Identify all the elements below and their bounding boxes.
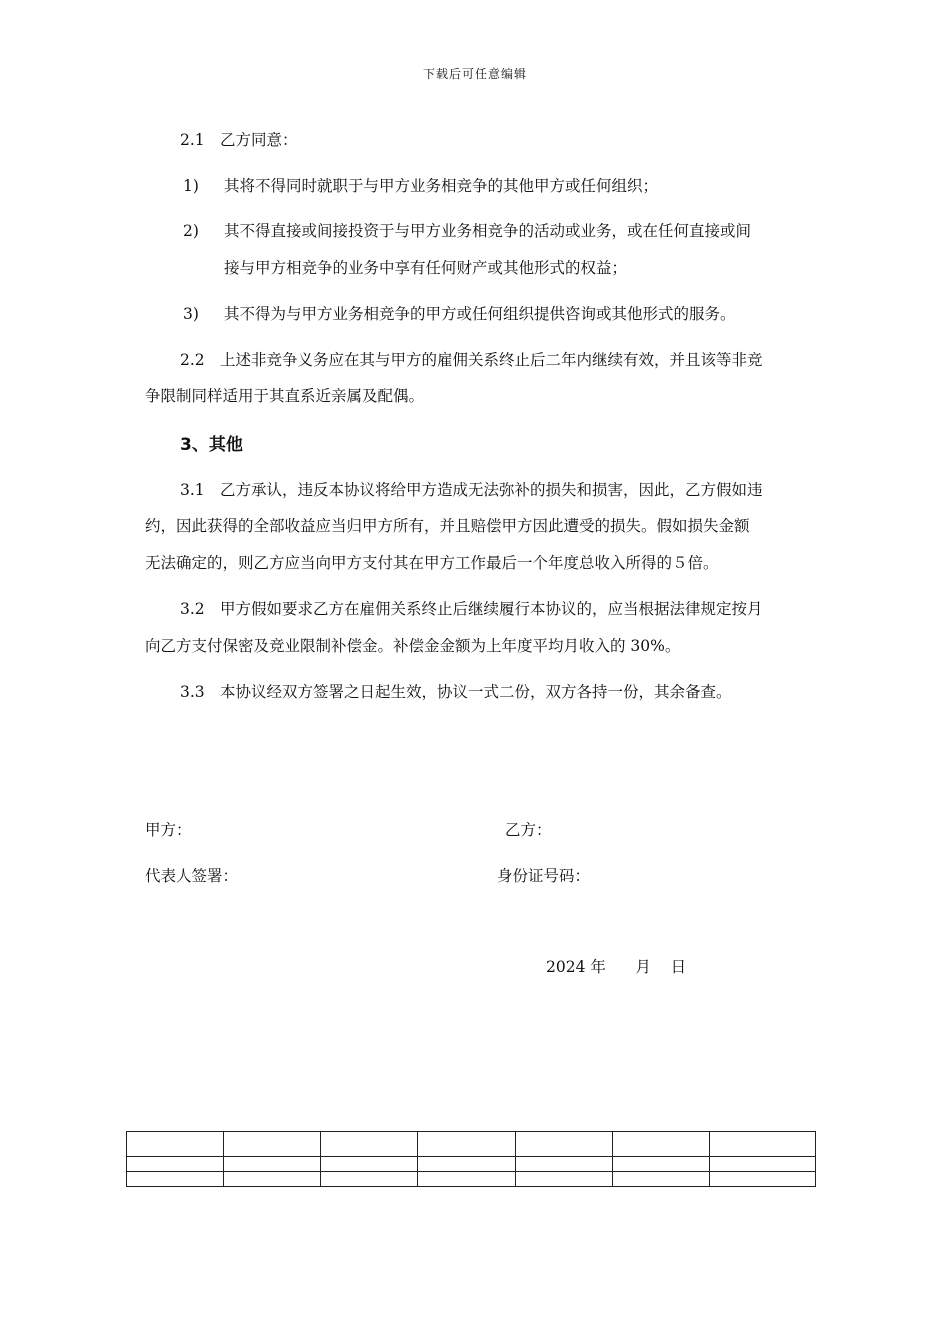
item-text: 其不得为与甲方业务相竞争的甲方或任何组织提供咨询或其他形式的服务。 [224,305,736,323]
table-row [127,1132,816,1157]
party-b-label: 乙方： [505,821,552,839]
clause-number: 3.2 [180,600,205,618]
list-item [183,302,736,324]
header-note: 下载后可任意编辑 [422,67,527,81]
table-row [127,1172,816,1187]
item-text: 其不得直接或间接投资于与甲方业务相竞争的活动或业务，或在任何直接或间 [224,222,752,240]
item-text-continued: 接与甲方相竞争的业务中享有任何财产或其他形式的权益； [224,259,628,277]
list-item [183,219,751,241]
representative-signature-label: 代表人签署： [145,867,239,885]
clause-text: 上述非竞争义务应在其与甲方的雇佣关系终止后二年内继续有效，并且该等非竞 [220,351,763,369]
signing-date: 2024 年 月 日 [546,958,687,976]
table-cell [515,1132,612,1157]
table-cell [709,1132,815,1157]
list-item [183,174,658,196]
clause-3-2 [180,597,763,619]
section-heading: 3、其他 [180,435,243,455]
table-cell [612,1157,709,1172]
clause-number: 2.1 [180,131,205,149]
item-number: 1) [183,177,199,195]
table-cell [418,1132,515,1157]
clause-number: 3.1 [180,481,205,499]
clause-text: 甲方假如要求乙方在雇佣关系终止后继续履行本协议的，应当根据法律规定按月 [220,600,763,618]
clause-3-1 [180,478,763,500]
table-cell [515,1157,612,1172]
table-cell [224,1132,321,1157]
clause-3-3 [180,680,732,702]
clause-text-continued: 向乙方支付保密及竞业限制补偿金。补偿金金额为上年度平均月收入的 30%。 [145,637,681,655]
clause-text-continued: 无法确定的，则乙方应当向甲方支付其在甲方工作最后一个年度总收入所得的５倍。 [145,554,719,572]
id-number-label: 身份证号码： [497,867,591,885]
clause-text-continued: 争限制同样适用于其直系近亲属及配偶。 [145,387,425,405]
item-number: 3) [183,305,199,323]
table-cell [224,1172,321,1187]
table-cell [224,1157,321,1172]
party-a-label: 甲方： [145,821,192,839]
table-cell [709,1157,815,1172]
clause-text: 本协议经双方签署之日起生效，协议一式二份，双方各持一份，其余备查。 [220,683,732,701]
table-cell [127,1172,224,1187]
footer-table [126,1131,816,1187]
table-cell [418,1172,515,1187]
table-cell [127,1132,224,1157]
clause-text: 乙方承认，违反本协议将给甲方造成无法弥补的损失和损害，因此，乙方假如违 [220,481,763,499]
clause-text: 乙方同意： [220,131,298,149]
table-cell [709,1172,815,1187]
table-cell [612,1172,709,1187]
table-cell [321,1132,418,1157]
clause-2-2 [180,348,763,370]
item-number: 2) [183,222,199,240]
table-cell [612,1132,709,1157]
table-row [127,1157,816,1172]
table-cell [515,1172,612,1187]
table-cell [127,1157,224,1172]
clause-text-continued: 约，因此获得的全部收益应当归甲方所有，并且赔偿甲方因此遭受的损失。假如损失金额 [145,517,750,535]
table-cell [321,1157,418,1172]
clause-number: 3.3 [180,683,205,701]
table-cell [321,1172,418,1187]
clause-2-1 [180,128,298,150]
item-text: 其将不得同时就职于与甲方业务相竞争的其他甲方或任何组织； [224,177,659,195]
table-cell [418,1157,515,1172]
clause-number: 2.2 [180,351,205,369]
